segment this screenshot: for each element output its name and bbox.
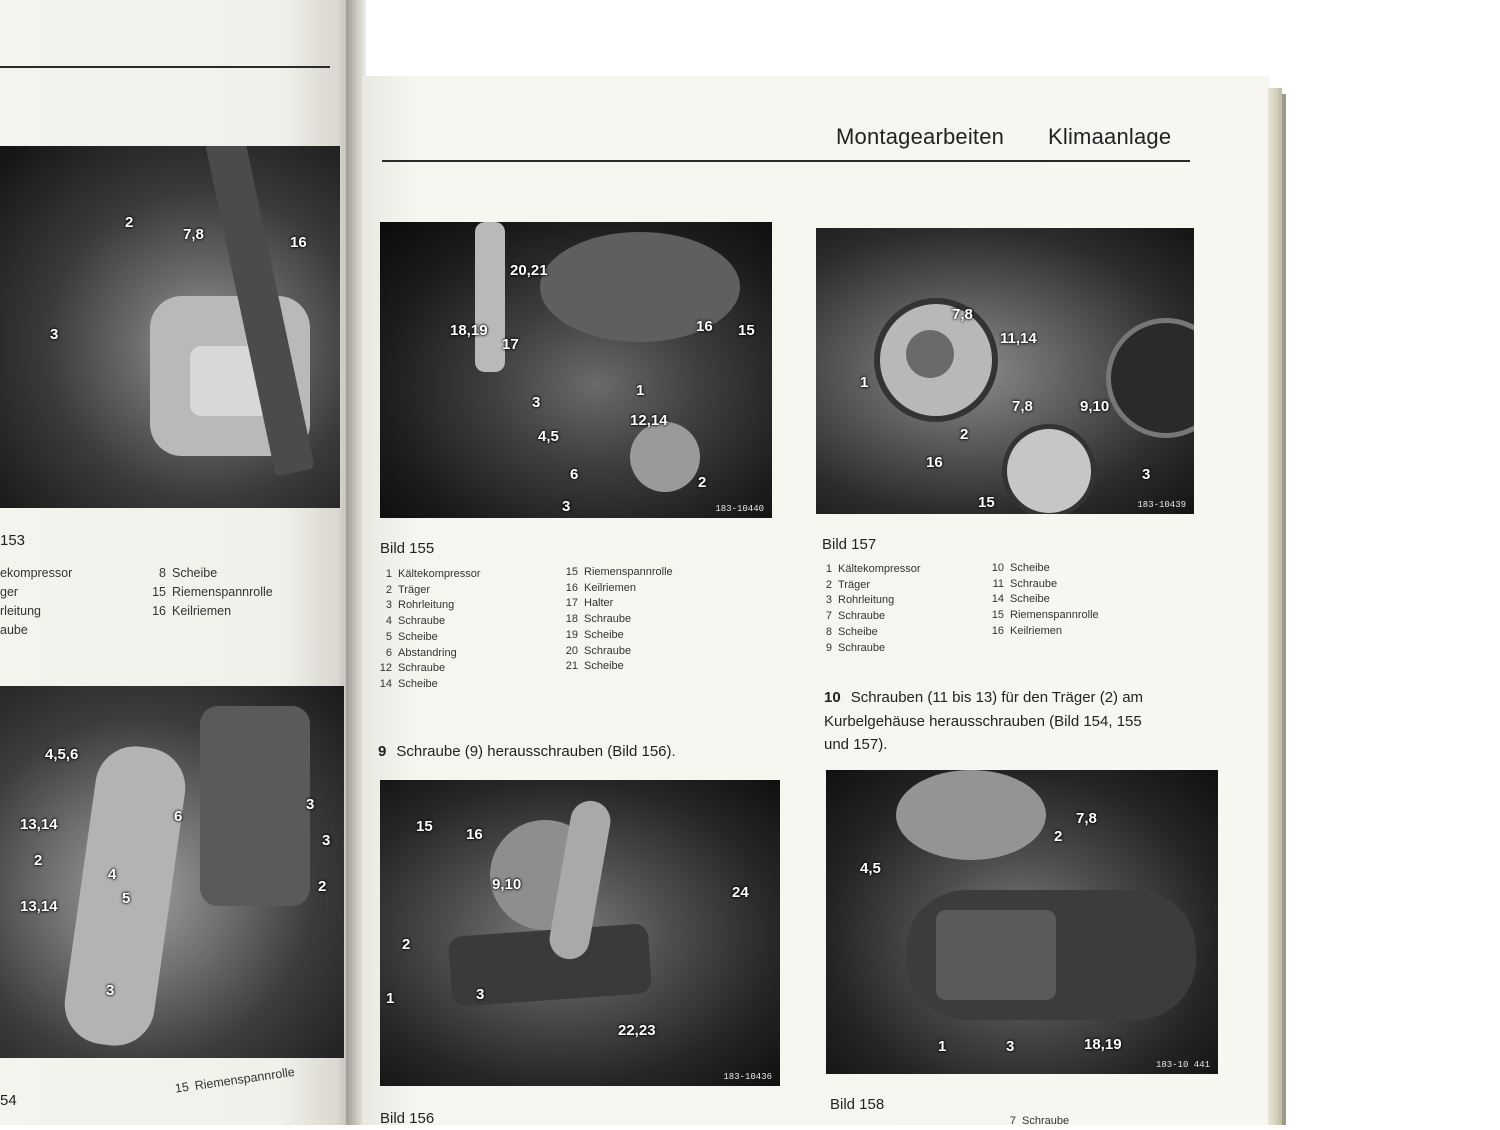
callout: 3 [1006, 1038, 1015, 1055]
legend-text: Scheibe [1010, 562, 1050, 574]
step-line: und 157). [824, 736, 888, 753]
pipe [475, 222, 505, 372]
legend-number: 2 [385, 583, 392, 596]
legend-157-col1 [816, 562, 921, 656]
legend-number: 1 [385, 568, 392, 580]
legend-text: Kältekompressor [398, 568, 481, 580]
legend-153-col1 [0, 564, 72, 640]
legend-number: 16 [991, 624, 1004, 637]
legend-text: Schraube [838, 641, 886, 654]
callout: 16 [290, 234, 307, 251]
callout: 20,21 [510, 262, 548, 279]
callout: 2 [402, 936, 411, 953]
legend-number: 3 [825, 594, 832, 607]
callout: 15 [738, 322, 755, 339]
callout: 2 [34, 852, 43, 869]
callout: 1 [386, 990, 395, 1007]
legend-number: 11 [992, 577, 1004, 590]
chapter-title: Klimaanlage [1048, 124, 1172, 149]
legend-text: Rohrleitung [838, 594, 895, 607]
fitting [630, 422, 700, 492]
callout: 22,23 [618, 1022, 656, 1039]
callout: 2 [698, 474, 707, 491]
legend-text: Riemenspannrolle [172, 585, 273, 599]
photo-bild-158 [826, 770, 1218, 1074]
step-text: Schraube (9) herausschrauben (Bild 156). [396, 743, 676, 760]
callout: 16 [466, 826, 483, 843]
callout: 3 [322, 832, 331, 849]
legend-157-col2 [988, 561, 1099, 640]
callout: 1 [636, 382, 645, 399]
callout: 3 [476, 986, 485, 1003]
legend-number: 1 [825, 563, 832, 575]
photo-bild-154 [0, 686, 344, 1058]
legend-154-partial [172, 1065, 296, 1098]
engine-part [896, 770, 1046, 860]
callout: 12,14 [630, 412, 668, 429]
callout: 5 [122, 890, 131, 907]
legend-number: 14 [991, 593, 1004, 606]
step-line: Kurbelgehäuse herausschrauben (Bild 154, 155 [824, 712, 1142, 730]
callout: 16 [926, 454, 943, 471]
legend-text: Scheibe [1010, 593, 1050, 606]
legend-number: 4 [385, 615, 392, 628]
callout: 3 [562, 498, 571, 515]
legend-text: Riemenspannrolle [1010, 609, 1099, 622]
callout: 11,14 [1000, 330, 1037, 347]
legend-text: Scheibe [398, 677, 438, 690]
legend-number: 8 [825, 625, 832, 638]
tensioner-pulley [1002, 424, 1096, 514]
legend-number: 15 [152, 585, 166, 599]
callout: 2 [125, 214, 134, 231]
figure-number: 183-10440 [715, 504, 764, 514]
legend-text: Schraube [584, 644, 632, 657]
callout: 13,14 [20, 816, 58, 833]
figure-number: 183-10 441 [1155, 1060, 1210, 1070]
callout: 18,19 [1084, 1036, 1122, 1053]
figure-number: 183-10439 [1137, 500, 1186, 510]
legend-text: Keilriemen [584, 581, 636, 594]
callout: 2 [960, 426, 969, 443]
callout: 7,8 [1076, 810, 1097, 827]
legend-text: Schraube [398, 662, 446, 675]
legend-text: Scheibe [172, 566, 218, 580]
legend-text: Riemenspannrolle [193, 1064, 296, 1093]
legend-number: 17 [565, 597, 578, 610]
callout: 15 [978, 494, 995, 511]
legend-text: Träger [398, 583, 430, 596]
bild-157-caption: Bild 157 [822, 536, 877, 553]
callout: 13,14 [20, 898, 58, 915]
legend-number: 15 [991, 609, 1004, 622]
callout: 1 [860, 374, 869, 391]
legend-text: Schraube [1010, 577, 1058, 590]
callout: 17 [502, 336, 519, 353]
legend-item: rleitung [0, 604, 41, 618]
legend-number: 6 [385, 646, 392, 659]
callout: 3 [1142, 466, 1151, 483]
callout: 7,8 [1012, 398, 1033, 415]
callout: 2 [318, 878, 327, 895]
legend-number: 7 [1009, 1115, 1016, 1127]
legend-text: Schraube [584, 613, 632, 626]
header-rule [382, 160, 1190, 162]
bild-158-caption: Bild 158 [830, 1096, 885, 1113]
legend-text: Kältekompressor [838, 563, 921, 575]
legend-text: Scheibe [584, 660, 624, 673]
legend-item: ger [0, 585, 19, 599]
callout: 15 [416, 818, 433, 835]
legend-text: Riemenspannrolle [584, 566, 673, 578]
figure-number: 183-10436 [723, 1072, 772, 1082]
legend-text: Halter [584, 597, 614, 610]
legend-number: 3 [385, 599, 392, 612]
legend-text: Scheibe [584, 628, 624, 641]
callout: 3 [50, 326, 59, 343]
legend-text: Abstandring [398, 646, 457, 659]
callout: 4,5 [538, 428, 559, 445]
legend-number: 20 [565, 644, 578, 657]
bild-154-caption: 54 [0, 1092, 17, 1109]
legend-item: ekompressor [0, 566, 73, 580]
callout: 9,10 [1080, 398, 1110, 415]
section-title: Montagearbeiten [836, 124, 1005, 149]
legend-number: 7 [825, 610, 832, 623]
legend-number: 9 [825, 641, 832, 654]
legend-number: 15 [565, 566, 578, 578]
legend-153-col2 [150, 564, 273, 621]
legend-text: Träger [838, 578, 870, 591]
step-number: 9 [378, 743, 387, 760]
label-plate [936, 910, 1056, 1000]
step-line: Schrauben (11 bis 13) für den Träger (2) am [850, 689, 1144, 706]
legend-text: Scheibe [398, 630, 438, 643]
legend-text: Schraube [838, 610, 886, 623]
crank-pulley [1106, 318, 1194, 438]
photo-bild-155 [380, 222, 772, 518]
callout: 3 [306, 796, 315, 813]
callout: 7,8 [952, 306, 973, 323]
bild-153-caption: 153 [0, 532, 26, 549]
callout: 3 [532, 394, 541, 411]
callout: 24 [732, 884, 749, 901]
legend-number: 8 [159, 566, 166, 580]
legend-text: Rohrleitung [398, 599, 455, 612]
legend-text: Keilriemen [1010, 624, 1062, 637]
callout: 1 [938, 1038, 947, 1055]
step-9 [378, 740, 676, 764]
callout: 7,8 [183, 226, 204, 243]
step-10 [824, 686, 1210, 757]
callout: 2 [1054, 828, 1063, 845]
legend-158-partial [1000, 1114, 1069, 1130]
callout: 6 [570, 466, 579, 483]
legend-number: 5 [385, 630, 392, 643]
page-edge [1268, 88, 1282, 1125]
legend-number: 18 [565, 613, 578, 626]
legend-number: 19 [565, 628, 578, 641]
legend-number: 12 [379, 662, 392, 675]
photo-bild-156 [380, 780, 780, 1086]
pulley-hub [906, 330, 954, 378]
callout: 16 [696, 318, 713, 335]
photo-bild-157 [816, 228, 1194, 514]
page-edge-shadow [1282, 94, 1286, 1125]
legend-number: 21 [565, 660, 578, 673]
callout: 4,5 [860, 860, 881, 877]
legend-155-col1 [376, 567, 481, 693]
legend-text: Scheibe [838, 625, 878, 638]
legend-number: 2 [825, 578, 832, 591]
callout: 4 [108, 866, 117, 883]
legend-item: aube [0, 623, 28, 637]
legend-number: 16 [565, 581, 578, 594]
left-page [0, 0, 352, 1125]
legend-text: Keilriemen [172, 604, 232, 618]
legend-text: Schraube [398, 615, 446, 628]
callout: 4,5,6 [45, 746, 79, 763]
callout: 6 [174, 808, 183, 825]
photo-bild-153 [0, 146, 340, 508]
step-number: 10 [824, 689, 841, 706]
left-header-rule [0, 66, 330, 68]
callout: 18,19 [450, 322, 488, 339]
bild-155-caption: Bild 155 [380, 540, 435, 557]
legend-text: Schraube [1022, 1115, 1070, 1127]
legend-number: 14 [379, 677, 392, 690]
legend-number: 15 [174, 1079, 190, 1096]
bild-156-caption: Bild 156 [380, 1110, 435, 1127]
legend-155-col2 [562, 565, 673, 675]
bracket [200, 706, 310, 906]
legend-number: 16 [152, 604, 166, 618]
legend-number: 10 [991, 562, 1004, 574]
callout: 9,10 [492, 876, 522, 893]
callout: 3 [106, 982, 115, 999]
